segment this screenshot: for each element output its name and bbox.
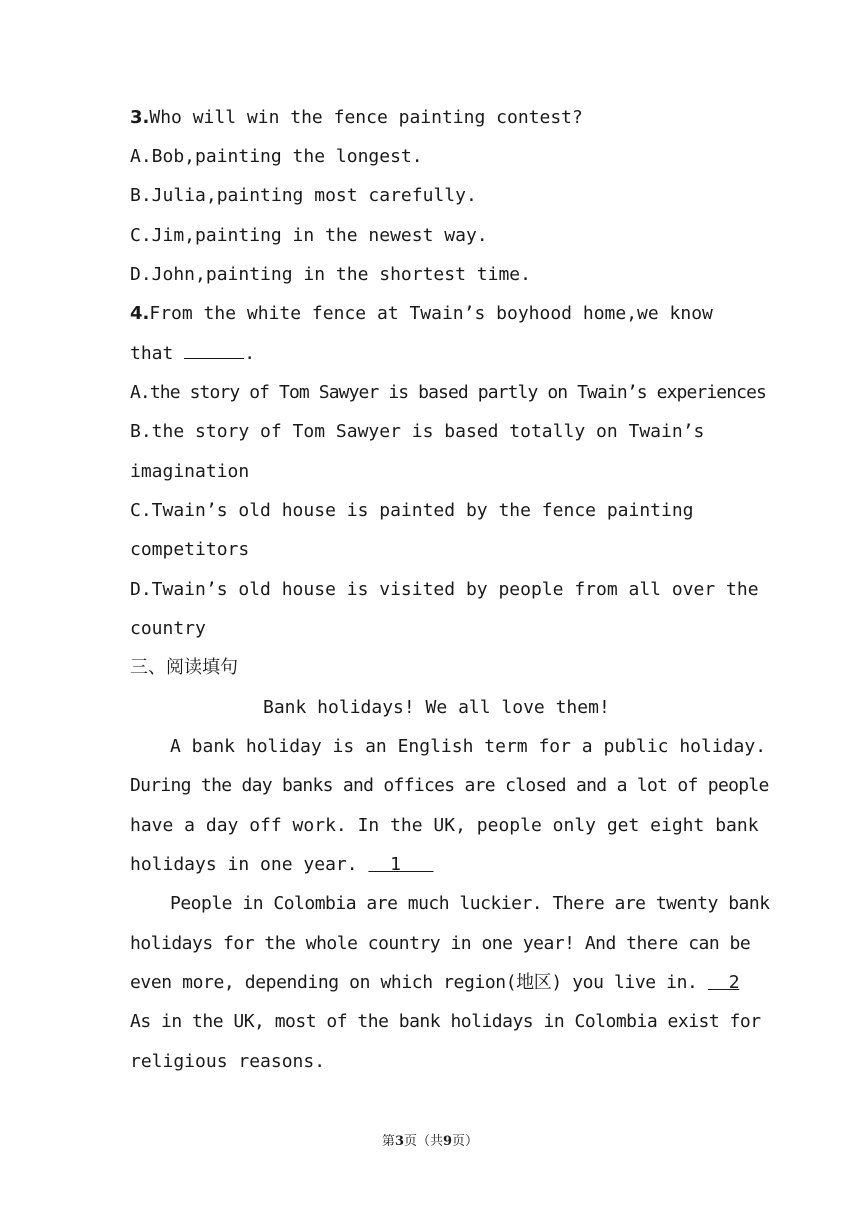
- question-3-option-d: D.John,painting in the shortest time.: [130, 264, 531, 285]
- footer-text: 页）: [452, 1134, 479, 1149]
- total-pages-number: 9: [443, 1134, 453, 1149]
- question-number: 4.: [130, 303, 150, 324]
- passage-text: holidays in one year.: [130, 854, 369, 875]
- question-number: 3.: [130, 107, 150, 128]
- passage-line: [130, 845, 730, 884]
- passage-line: have a day off work. In the UK, people only get eight bank: [130, 815, 759, 836]
- blank-1: 1: [368, 854, 434, 875]
- question-4-option-b: B.the story of Tom Sawyer is based totally on Twain’s: [130, 421, 705, 442]
- question-4-option-c-continued: competitors: [130, 539, 250, 560]
- question-3-option-a: A.Bob,painting the longest.: [130, 146, 423, 167]
- answer-blank: [184, 340, 244, 359]
- footer-text: 第: [381, 1134, 395, 1149]
- passage-line: As in the UK, most of the bank holidays in Colombia exist for: [130, 1011, 761, 1032]
- passage-line: religious reasons.: [130, 1051, 326, 1072]
- question-text: .: [244, 343, 256, 364]
- question-4-option-d: D.Twain’s old house is visited by people from all over the: [130, 579, 759, 600]
- passage-line: holidays for the whole country in one year! And there can be: [130, 933, 751, 954]
- question-4-option-d-continued: country: [130, 618, 206, 639]
- current-page-number: 3: [394, 1134, 404, 1149]
- question-text: that: [130, 343, 185, 364]
- blank-2: 2: [707, 972, 740, 993]
- page-footer: [0, 1130, 860, 1149]
- question-text: From the white fence at Twain’s boyhood home,we know: [149, 303, 713, 324]
- passage-line: During the day banks and offices are closed and a lot of people: [130, 775, 769, 796]
- question-4-stem: [130, 294, 730, 333]
- question-3-stem: [130, 98, 730, 137]
- passage-text: even more, depending on which region(地区) you live in.: [130, 972, 708, 993]
- question-3-option-c: C.Jim,painting in the newest way.: [130, 225, 488, 246]
- question-3-option-b: B.Julia,painting most carefully.: [130, 185, 477, 206]
- passage-line: A bank holiday is an English term for a public holiday.: [170, 736, 767, 757]
- footer-text: 页（共: [403, 1134, 443, 1149]
- question-4-option-b-continued: imagination: [130, 461, 250, 482]
- passage-line: People in Colombia are much luckier. There are twenty bank: [170, 893, 770, 914]
- question-4-option-a: A.the story of Tom Sawyer is based partly on Twain’s experiences: [130, 382, 766, 403]
- question-4-stem-continued: [130, 334, 730, 373]
- question-4-option-c: C.Twain’s old house is painted by the fence painting: [130, 500, 694, 521]
- passage-line: [130, 963, 740, 1002]
- question-text: Who will win the fence painting contest?: [149, 107, 583, 128]
- passage-title: Bank holidays! We all love them!: [263, 697, 610, 718]
- section-heading: 三、阅读填句: [130, 657, 238, 678]
